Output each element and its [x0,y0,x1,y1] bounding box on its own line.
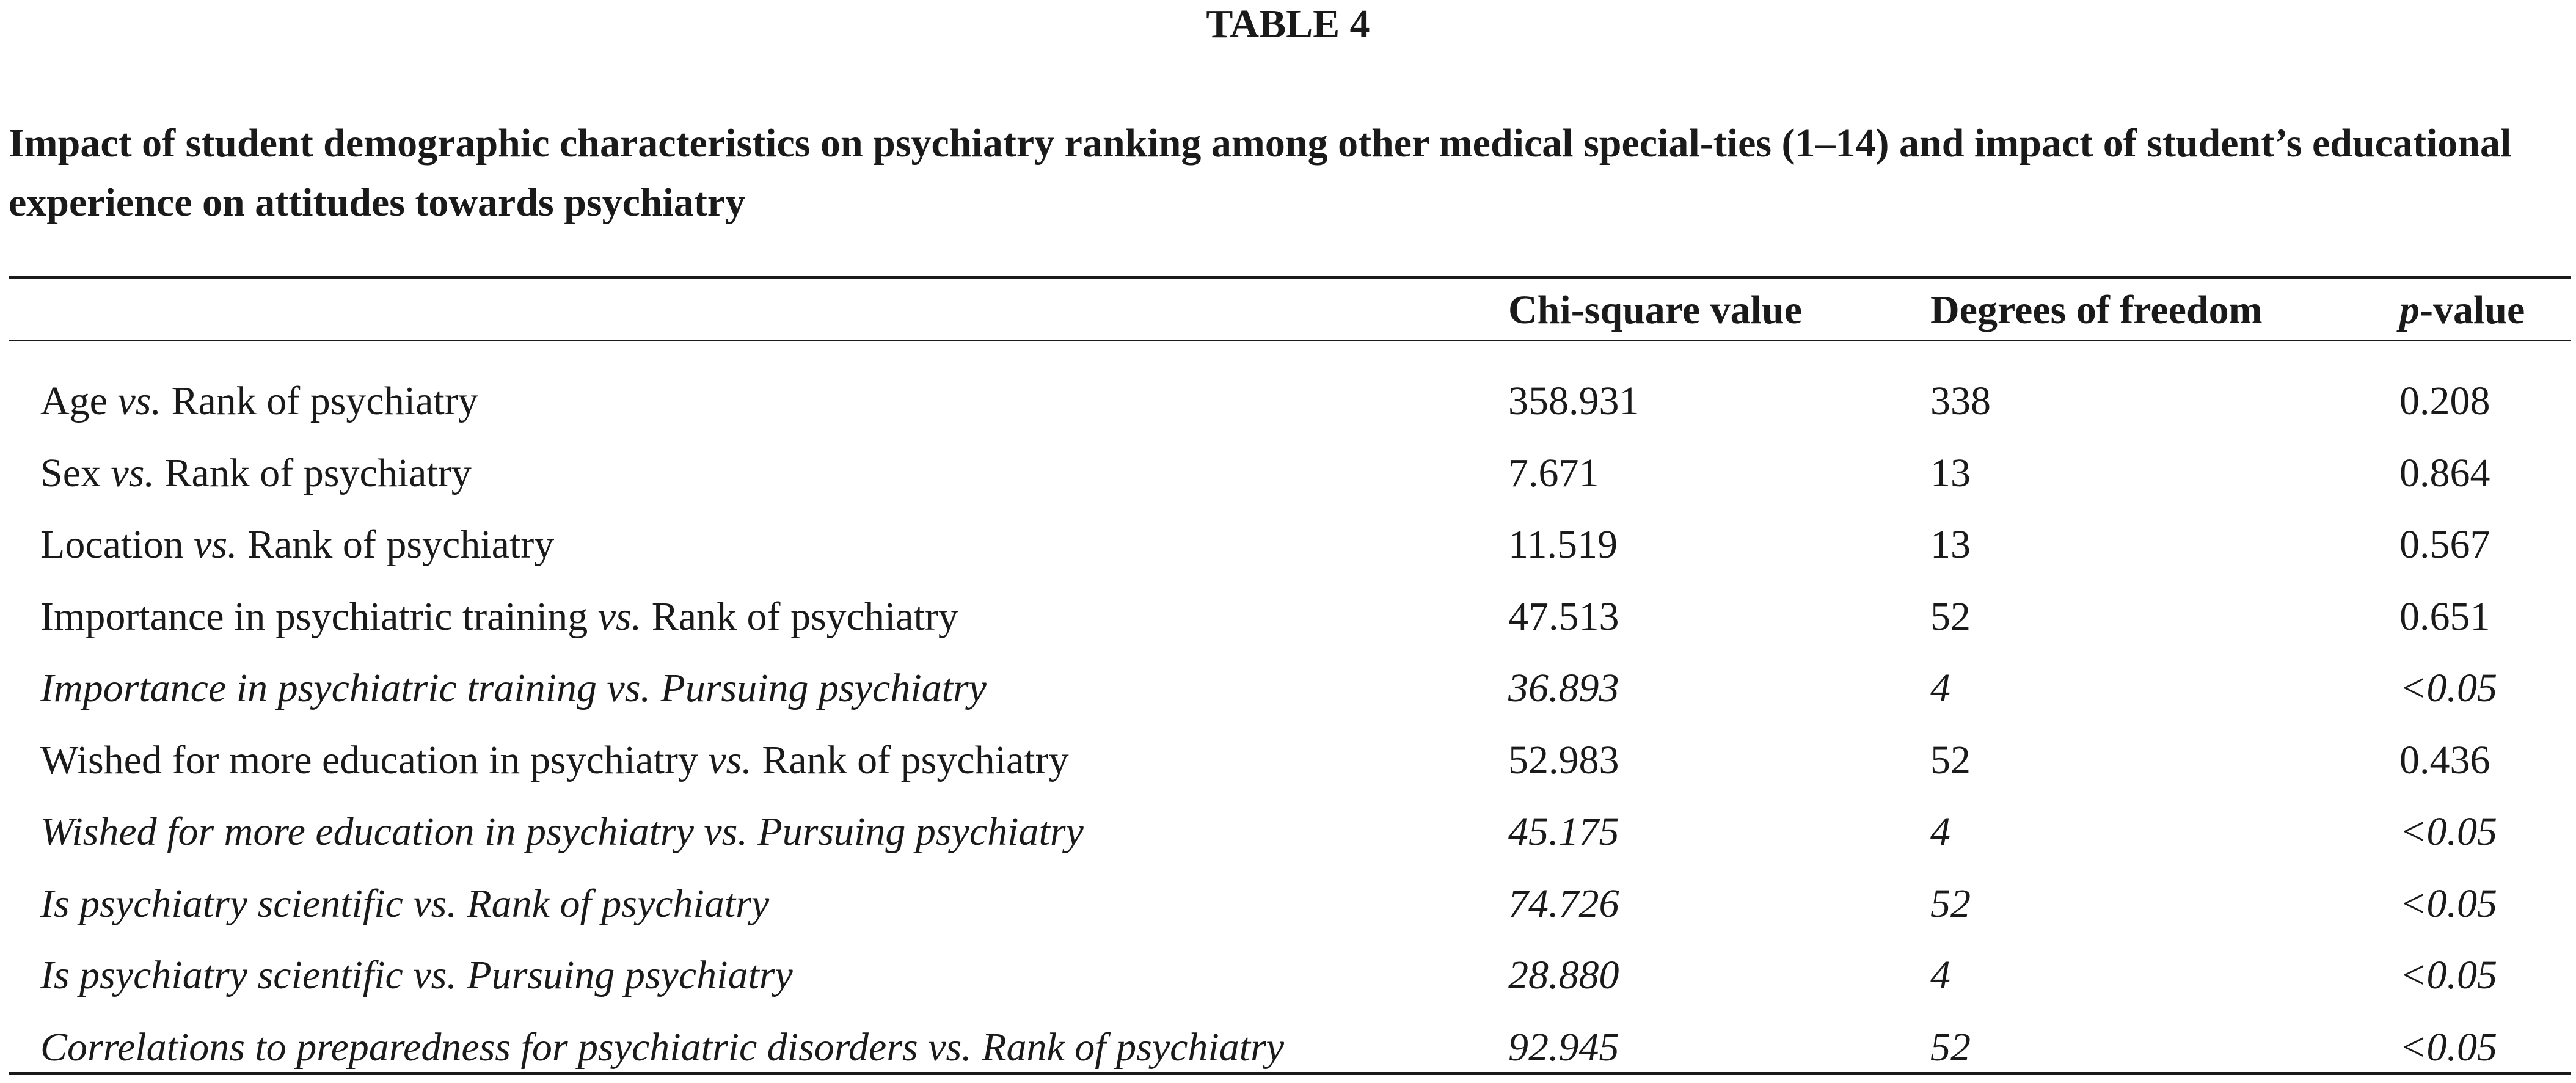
row-label-pre: Importance in psychiatric training [40,594,598,639]
row-label-post: Rank of psychiatry [752,738,1069,782]
row-label [40,652,987,724]
table-body [0,365,2576,1083]
row-label-post: Rank of psychiatry [972,1025,1284,1070]
row-label [40,939,793,1012]
row-chi-square: 11.519 [1508,509,1618,581]
row-label-post: Rank of psychiatry [238,522,555,567]
table-row [0,724,2576,797]
row-label-vs: vs. [194,522,237,567]
row-p-value: <0.05 [2399,939,2497,1012]
row-label-pre: Is psychiatry scientific [40,881,413,926]
row-p-value: 0.567 [2399,509,2490,581]
row-label-vs: vs. [704,809,747,854]
table-row [0,365,2576,437]
row-label-vs: vs. [413,881,456,926]
row-label-pre: Age [40,379,117,423]
row-label-pre: Wished for more education in psychiatry [40,738,708,782]
row-chi-square: 358.931 [1508,365,1640,437]
row-label-vs: vs. [598,594,641,639]
row-chi-square: 36.893 [1508,652,1619,724]
row-label-vs: vs. [117,379,161,423]
row-chi-square: 47.513 [1508,581,1619,653]
row-degrees-of-freedom: 52 [1930,1012,1971,1083]
row-label-pre: Location [40,522,194,567]
header-chi-square: Chi-square value [1508,282,1802,339]
row-chi-square: 52.983 [1508,724,1619,797]
header-p-italic: p [2399,288,2420,332]
row-degrees-of-freedom: 52 [1930,724,1971,797]
row-label [40,365,478,437]
row-label-post: Rank of psychiatry [457,881,769,926]
row-label-vs: vs. [111,451,155,495]
table-row [0,939,2576,1012]
row-label-vs: vs. [607,666,651,710]
row-p-value: <0.05 [2399,1012,2497,1083]
row-label-vs: vs. [928,1025,971,1070]
table-header [0,282,2576,339]
table-row [0,796,2576,868]
table-row [0,581,2576,653]
row-chi-square: 74.726 [1508,868,1619,940]
row-degrees-of-freedom: 52 [1930,868,1971,940]
row-label-post: Pursuing psychiatry [748,809,1084,854]
row-label-post: Pursuing psychiatry [651,666,987,710]
table-label: TABLE 4 [0,0,2576,49]
row-label-pre: Importance in psychiatric training [40,666,607,710]
row-label-vs: vs. [708,738,751,782]
bottom-rule [9,1072,2571,1075]
row-chi-square: 45.175 [1508,796,1619,868]
header-rule [9,340,2571,341]
row-degrees-of-freedom: 13 [1930,509,1971,581]
row-label-post: Rank of psychiatry [155,451,472,495]
row-label [40,724,1069,797]
row-p-value: <0.05 [2399,652,2497,724]
row-degrees-of-freedom: 4 [1930,939,1950,1012]
row-label [40,581,958,653]
row-chi-square: 28.880 [1508,939,1619,1012]
row-degrees-of-freedom: 4 [1930,796,1950,868]
row-chi-square: 7.671 [1508,437,1599,509]
row-p-value: 0.864 [2399,437,2490,509]
row-p-value: <0.05 [2399,796,2497,868]
row-label-pre: Correlations to preparedness for psychiatric disorders [40,1025,928,1070]
row-degrees-of-freedom: 13 [1930,437,1971,509]
row-chi-square: 92.945 [1508,1012,1619,1083]
row-label [40,796,1084,868]
row-p-value: 0.208 [2399,365,2490,437]
table-caption: Impact of student demographic characteristics on psychiatry ranking among other medical special-ties (1–14) and impact of student’s educational experience on attitudes towards psychiatry [9,114,2571,232]
row-label [40,437,472,509]
table-row [0,509,2576,581]
row-degrees-of-freedom: 338 [1930,365,1991,437]
row-label-vs: vs. [413,953,456,997]
row-label-pre: Is psychiatry scientific [40,953,413,997]
table-row [0,868,2576,940]
row-degrees-of-freedom: 52 [1930,581,1971,653]
row-p-value: <0.05 [2399,868,2497,940]
header-degrees-of-freedom: Degrees of freedom [1930,282,2263,339]
row-label [40,509,554,581]
row-label [40,868,769,940]
row-degrees-of-freedom: 4 [1930,652,1950,724]
row-label-pre: Sex [40,451,111,495]
table-row [0,437,2576,509]
row-label-post: Rank of psychiatry [161,379,478,423]
header-p-value [2399,282,2525,339]
header-p-rest: -value [2420,288,2525,332]
row-p-value: 0.436 [2399,724,2490,797]
row-label-pre: Wished for more education in psychiatry [40,809,704,854]
top-rule [9,276,2571,279]
row-p-value: 0.651 [2399,581,2490,653]
row-label-post: Pursuing psychiatry [457,953,793,997]
table-row [0,652,2576,724]
row-label-post: Rank of psychiatry [641,594,958,639]
